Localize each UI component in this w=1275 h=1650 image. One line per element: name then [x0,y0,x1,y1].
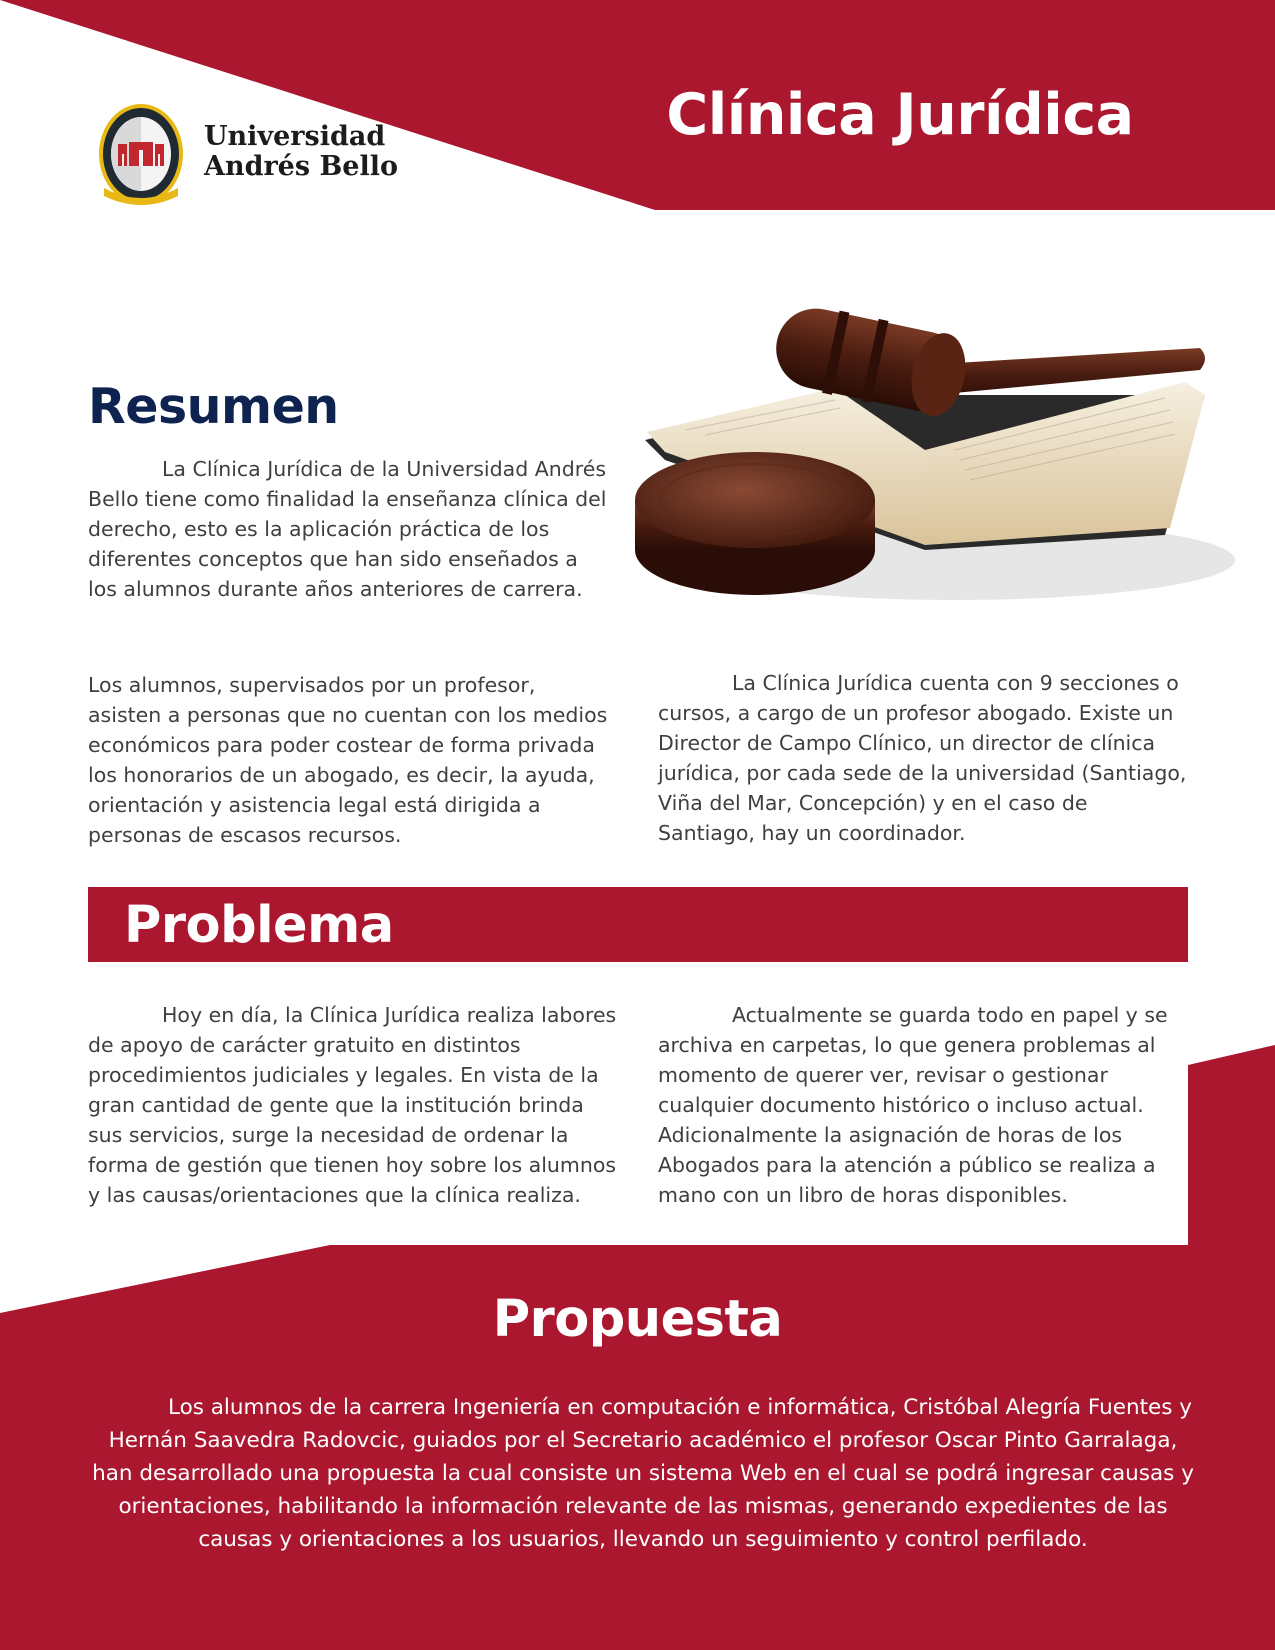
propuesta-paragraph [88,1391,1198,1556]
propuesta-heading: Propuesta [492,1290,783,1349]
logo-line1: Universidad [204,121,386,152]
resumen-paragraph-1: La Clínica Jurídica de la Universidad Andrés Bello tiene como finalidad la enseñanza clínica del derecho, esto es la aplicación práctica de los diferentes conceptos que han sido enseñados a los alumnos durante años anteriores de carrera. [88,457,607,601]
university-seal-icon [98,102,184,210]
problema-heading: Problema [124,896,394,955]
problema-paragraph-2: Actualmente se guarda todo en papel y se archiva en carpetas, lo que genera problemas al momento de querer ver, revisar o gestionar cualquier documento histórico o incluso actual. Adicionalmente la asignación de horas de los Abogados para la atención a público se realiza a mano con un libro de horas disponibles. [658,1003,1168,1207]
logo-line2: Andrés Bello [204,151,398,182]
resumen-heading: Resumen [88,378,339,435]
logo-text [204,122,398,182]
page-title: Clínica Jurídica [666,82,1134,148]
university-logo [98,102,398,212]
gavel-book-image [625,300,1275,630]
resumen-paragraph-3: La Clínica Jurídica cuenta con 9 secciones o cursos, a cargo de un profesor abogado. Existe un Director de Campo Clínico, un director de clínica jurídica, por cada sede de la universidad (Santiago, Viña del Mar, Concepción) y en el caso de Santiago, hay un coordinador. [658,671,1187,845]
right-red-strip [1188,1045,1275,1245]
problema-paragraph-1: Hoy en día, la Clínica Jurídica realiza labores de apoyo de carácter gratuito en distintos procedimientos judiciales y legales. En vista de la gran cantidad de gente que la institución brinda sus servicios, surge la necesidad de ordenar la forma de gestión que tienen hoy sobre los alumnos y las causas/orientaciones que la clínica realiza. [88,1003,617,1207]
resumen-paragraph-2: Los alumnos, supervisados por un profesor, asisten a personas que no cuentan con los medios económicos para poder costear de forma privada los honorarios de un abogado, es decir, la ayuda, orientación y asistencia legal está dirigida a personas de escasos recursos. [88,673,608,847]
propuesta-text: Los alumnos de la carrera Ingeniería en computación e informática, Cristóbal Alegría Fuentes y Hernán Saavedra Radovcic, guiados por el Secretario académico el profesor Oscar Pinto Garralaga, han desarrollado una propuesta la cual consiste un sistema Web en el cual se podrá ingresar causas y orientaciones, habilitando la información relevante de las mismas, generando expedientes de las causas y orientaciones a los usuarios, llevando un seguimiento y control perfilado. [92,1395,1194,1552]
